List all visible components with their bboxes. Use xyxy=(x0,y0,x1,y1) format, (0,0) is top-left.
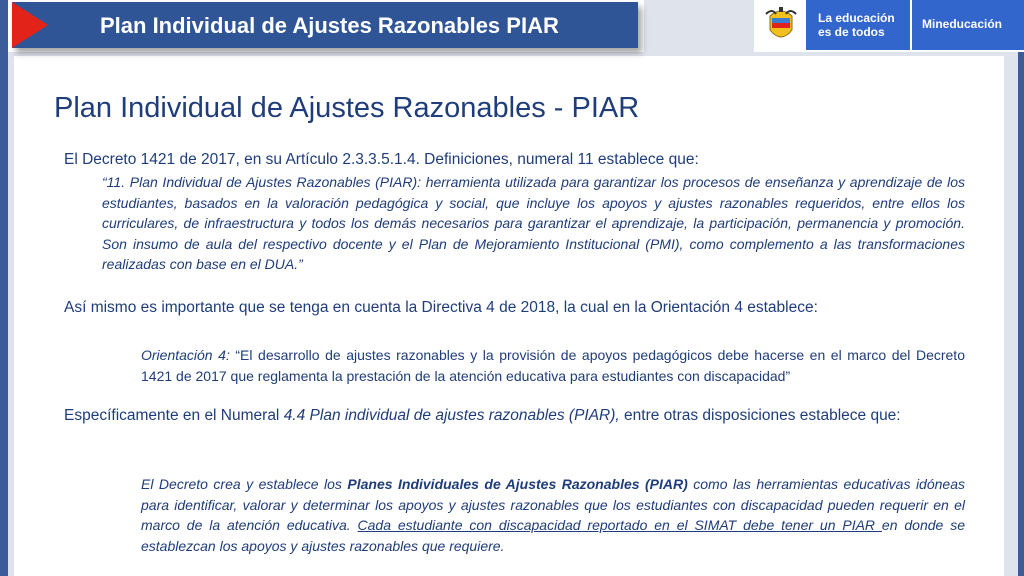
header-red-arrow xyxy=(12,2,48,48)
para3-quote-c: como las herramientas educativas idóneas para identificar, valorar y determinar los apoyos y ajustes razonables que los estudiantes con discapacidad pueden requerir en el marco de la atención educativa. xyxy=(141,476,965,533)
page-title: Plan Individual de Ajustes Razonables - PIAR xyxy=(54,92,640,124)
para3-intro-b: 4.4 Plan individual de ajustes razonables (PIAR), xyxy=(283,407,620,424)
header-title: Plan Individual de Ajustes Razonables PIAR xyxy=(100,13,559,38)
para3-quote xyxy=(141,474,965,556)
para3-quote-b: Planes Individuales de Ajustes Razonables (PIAR) xyxy=(347,476,688,492)
colombia-crest-icon xyxy=(762,6,800,46)
para2-quote-text: “El desarrollo de ajustes razonables y la provisión de apoyos pedagógicos debe hacerse en el marco del Decreto 1421 de 2017 que reglamenta la prestación de la atención educativa para estudiantes con discapacidad” xyxy=(141,347,965,384)
para3-intro-c: entre otras disposiciones establece que: xyxy=(619,407,901,424)
para2-quote-label: Orientación 4: xyxy=(141,347,236,363)
para1-intro: El Decreto 1421 de 2017, en su Artículo 2.3.3.5.1.4. Definiciones, numeral 11 establece que: xyxy=(64,151,699,168)
logo-text-line1: La educación xyxy=(818,11,895,25)
para3-quote-d: Cada estudiante con discapacidad reportado en el SIMAT debe tener un PIAR xyxy=(357,517,882,533)
ministry-name: Mineducación xyxy=(922,17,1003,31)
para2-intro: Así mismo es importante que se tenga en cuenta la Directiva 4 de 2018, la cual en la Orientación 4 establece: xyxy=(64,299,818,316)
right-accent-bar xyxy=(1018,0,1024,576)
para3-quote-a: El Decreto crea y establece los xyxy=(141,476,348,492)
para3-intro-a: Específicamente en el Numeral xyxy=(64,407,284,424)
para3-quote-e: en donde se establezcan los apoyos y ajustes razonables que requiere. xyxy=(141,517,965,554)
para2-quote xyxy=(141,345,965,386)
logo-text-line2: es de todos xyxy=(818,25,885,39)
para1-quote: “11. Plan Individual de Ajustes Razonables (PIAR): herramienta utilizada para garantizar los procesos de enseñanza y aprendizaje de los estudiantes, basados en la valoración pedagógica y social, que incluye los apoyos y ajustes razonables requeridos, entre ellos los curriculares, de infraestructura y todos los demás necesarios para garantizar el aprendizaje, la participación, permanencia y promoción. Son insumo de aula del respectivo docente y el Plan de Mejoramiento Institucional (PMI), como complemento a las transformaciones realizadas con base en el DUA.” xyxy=(102,174,965,272)
left-accent-bar xyxy=(0,0,8,576)
para3-intro xyxy=(64,405,964,427)
